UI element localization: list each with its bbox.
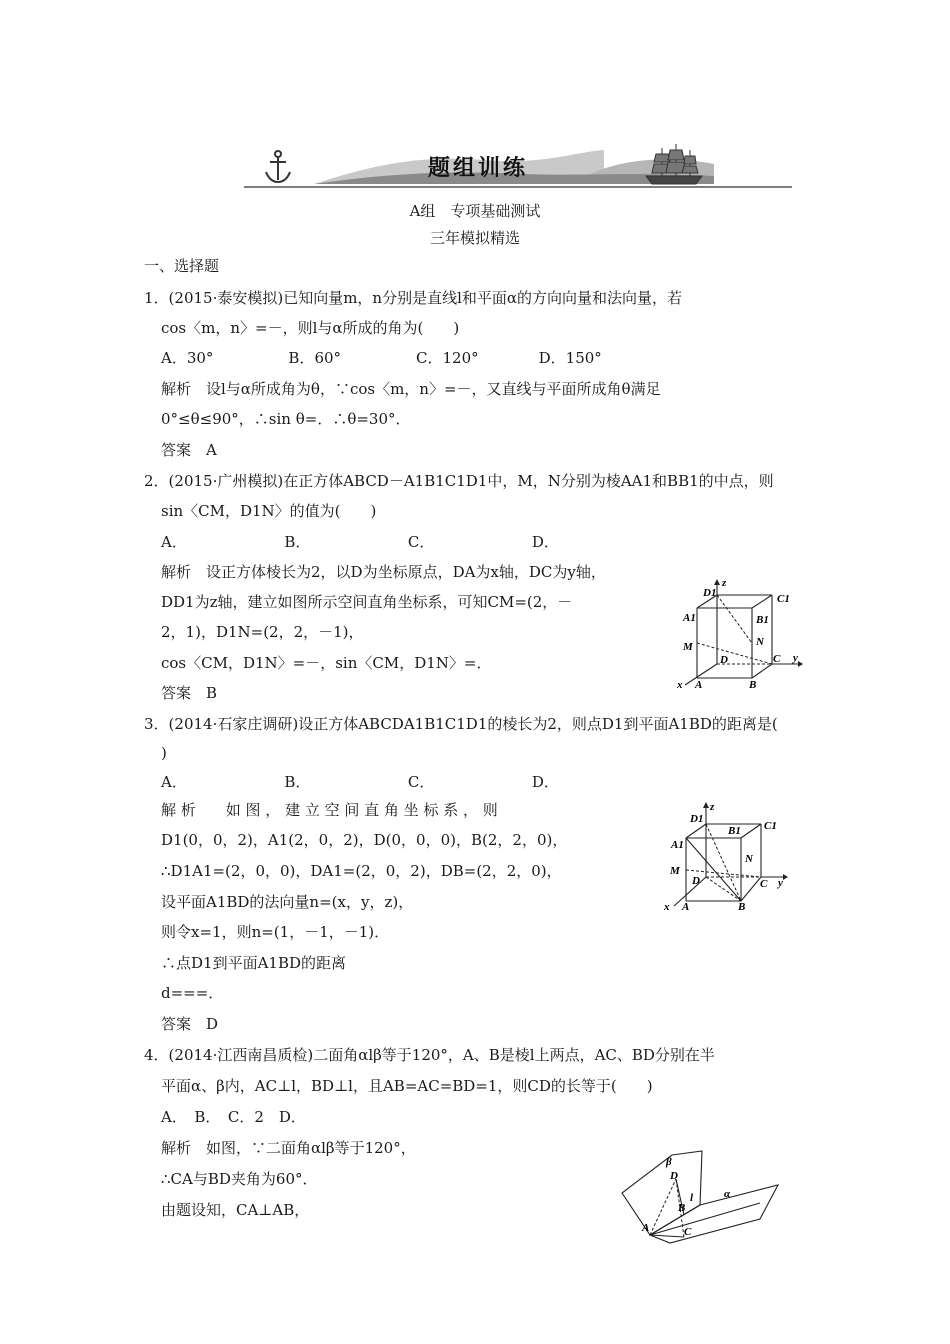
text-line: 设平面A1BD的法向量n=(x，y，z)， bbox=[161, 893, 414, 911]
text-line: A． B． C． D． bbox=[161, 773, 559, 791]
text-line: 答案 B bbox=[161, 684, 218, 702]
fig-label: C bbox=[760, 878, 768, 890]
text-line: 1．(2015·泰安模拟)已知向量m，n分别是直线l和平面α的方向向量和法向量，若 bbox=[144, 289, 683, 307]
fig-label: B1 bbox=[728, 825, 741, 837]
fig-label: A1 bbox=[683, 612, 696, 624]
fig-label: M bbox=[683, 641, 693, 653]
banner-title: 题组训练 bbox=[427, 156, 528, 181]
fig-label: C1 bbox=[764, 820, 777, 832]
fig-label: B bbox=[749, 679, 757, 690]
text-line: ∴D1A1=(2，0，0)，DA1=(2，0，2)，DB=(2，2，0)， bbox=[161, 862, 562, 880]
text-line: ∴CA与BD夹角为60°． bbox=[161, 1170, 318, 1188]
text-line: 答案 D bbox=[161, 1015, 219, 1033]
fig-label: D bbox=[670, 1170, 678, 1182]
cube-figure-1 bbox=[675, 575, 810, 690]
cube-figure-2 bbox=[662, 798, 797, 913]
fig-label: A bbox=[642, 1222, 650, 1234]
fig-label: β bbox=[666, 1156, 672, 1168]
text-line: d===． bbox=[161, 984, 224, 1002]
fig-label: M bbox=[670, 865, 680, 877]
section-heading: 一、选择题 bbox=[144, 257, 220, 275]
text-line: ∴点D1到平面A1BD的距离 bbox=[161, 954, 346, 972]
fig-label: N bbox=[756, 636, 764, 648]
fig-label: C bbox=[773, 653, 781, 665]
text-line: 答案 A bbox=[161, 441, 217, 459]
fig-label: x bbox=[677, 679, 683, 690]
text-line: A． B． C．2 D． bbox=[161, 1108, 306, 1126]
text-line: 解析 如图，∵二面角αlβ等于120°， bbox=[161, 1139, 416, 1157]
fig-label: z bbox=[710, 801, 715, 813]
text-line: 则令x=1，则n=(1，－1，－1)． bbox=[161, 923, 390, 941]
text-line: D1(0，0，2)，A1(2，0，2)，D(0，0，0)，B(2，2，0)， bbox=[161, 831, 568, 849]
text-line: 4．(2014·江西南昌质检)二面角αlβ等于120°，A、B是棱l上两点，AC、BD分别在半 bbox=[144, 1046, 715, 1064]
text-line: ) bbox=[161, 744, 167, 762]
fig-label: A bbox=[695, 679, 703, 690]
text-line: 平面α、β内，AC⊥l，BD⊥l，且AB=AC=BD=1，则CD的长等于( ) bbox=[161, 1077, 653, 1095]
text-line: sin〈CM，D1N〉的值为( ) bbox=[161, 502, 377, 520]
fig-label: D bbox=[692, 875, 700, 887]
fig-label: D bbox=[720, 654, 728, 666]
fig-label: B1 bbox=[756, 614, 769, 626]
group-subheading: 三年模拟精选 bbox=[429, 229, 520, 247]
text-line: 2．(2015·广州模拟)在正方体ABCD－A1B1C1D1中，M，N分别为棱AA1和BB1的中点，则 bbox=[144, 472, 774, 490]
fig-label: D1 bbox=[690, 813, 704, 825]
fig-label: B bbox=[738, 901, 746, 913]
text-line: 解析 设正方体棱长为2，以D为坐标原点，DA为x轴，DC为y轴， bbox=[161, 563, 606, 581]
group-heading: A组 专项基础测试 bbox=[409, 202, 541, 220]
text-line: cos〈CM，D1N〉=－，sin〈CM，D1N〉=． bbox=[161, 654, 492, 672]
text-line: 解 析 如 图 ， 建 立 空 间 直 角 坐 标 系 ， 则 bbox=[161, 801, 498, 819]
fig-label: D1 bbox=[703, 587, 717, 599]
text-line: 由题设知，CA⊥AB， bbox=[161, 1201, 310, 1219]
fig-label: z bbox=[722, 577, 727, 589]
fig-label: B bbox=[678, 1202, 686, 1214]
fig-label: y bbox=[793, 652, 798, 664]
text-line: 解析 设l与α所成角为θ，∵cos〈m，n〉=－，又直线与平面所成角θ满足 bbox=[161, 380, 661, 398]
fig-label: y bbox=[778, 877, 783, 889]
text-line: A．30° B．60° C．120° D．150° bbox=[161, 349, 602, 367]
text-line: 3．(2014·石家庄调研)设正方体ABCDA1B1C1D1的棱长为2，则点D1到平面A1BD的距离是( bbox=[144, 715, 778, 733]
anchor-icon bbox=[266, 151, 290, 182]
fig-label: A bbox=[682, 901, 690, 913]
fig-label: C bbox=[684, 1226, 692, 1238]
text-line: 0°≤θ≤90°，∴sin θ=．∴θ=30°． bbox=[161, 410, 411, 428]
text-line: 2，1)，D1N=(2，2，－1)， bbox=[161, 623, 364, 641]
text-line: cos〈m，n〉=－，则l与α所成的角为( ) bbox=[161, 319, 460, 337]
ship-icon bbox=[646, 144, 702, 184]
fig-label: C1 bbox=[777, 593, 790, 605]
dihedral-figure bbox=[610, 1145, 785, 1245]
fig-label: l bbox=[690, 1192, 694, 1204]
text-line: A． B． C． D． bbox=[161, 533, 559, 551]
text-line: DD1为z轴，建立如图所示空间直角坐标系，可知CM=(2，－ bbox=[161, 593, 573, 611]
fig-label: N bbox=[745, 853, 753, 865]
fig-label: A1 bbox=[671, 839, 684, 851]
fig-label: α bbox=[724, 1188, 731, 1200]
fig-label: x bbox=[664, 901, 670, 913]
